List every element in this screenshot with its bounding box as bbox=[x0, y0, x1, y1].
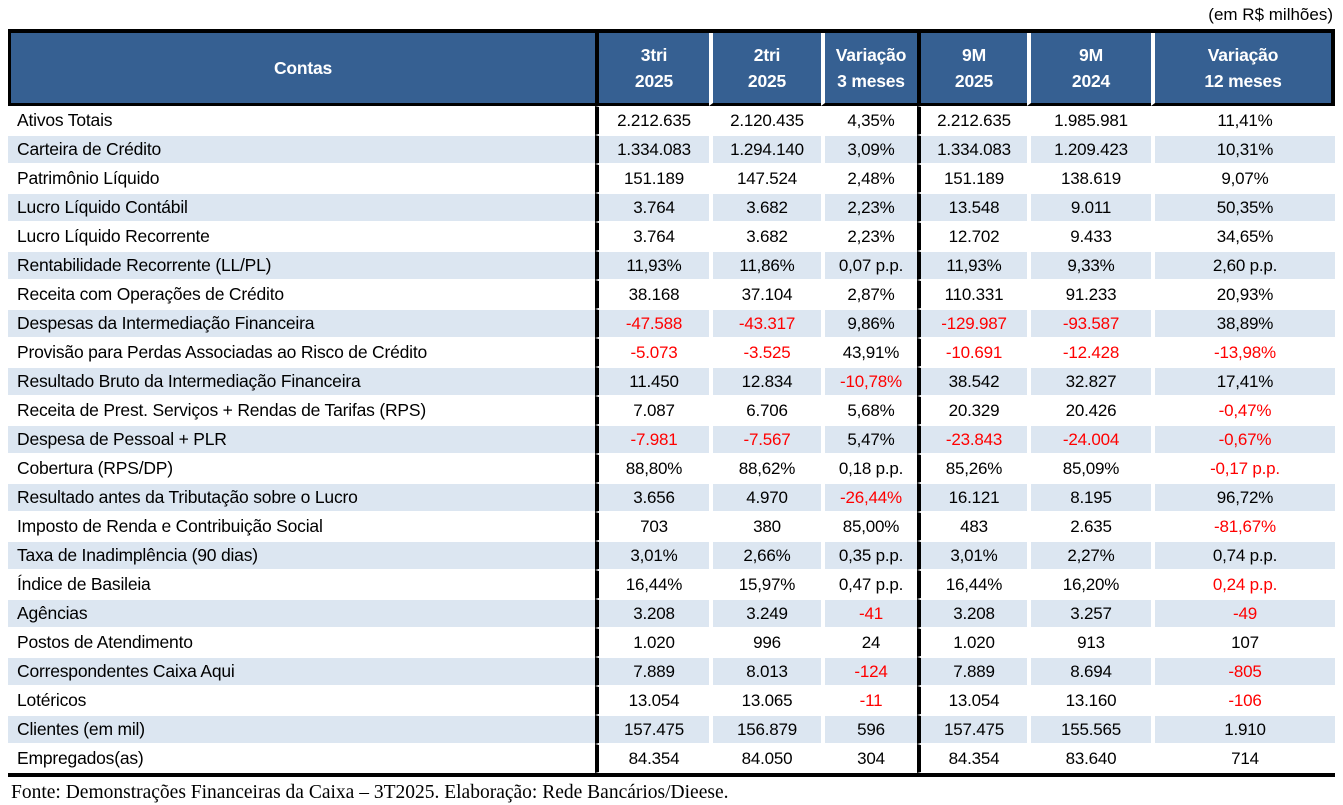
table-body bbox=[8, 106, 1335, 773]
cell-9m-2024: 91.233 bbox=[1027, 280, 1151, 309]
cell-9m-2024: 20.426 bbox=[1027, 396, 1151, 425]
cell-9m-2024: -12.428 bbox=[1027, 338, 1151, 367]
cell-9m-2025: 7.889 bbox=[917, 657, 1027, 686]
cell-variacao-3-meses: 304 bbox=[821, 744, 917, 773]
cell-3tri-2025: 3.764 bbox=[595, 193, 709, 222]
cell-variacao-12-meses: 107 bbox=[1151, 628, 1335, 657]
cell-2tri-2025: 2,66% bbox=[709, 541, 821, 570]
cell-3tri-2025: 11,93% bbox=[595, 251, 709, 280]
row-label: Despesas da Intermediação Financeira bbox=[8, 309, 595, 338]
cell-9m-2024: 32.827 bbox=[1027, 367, 1151, 396]
cell-variacao-3-meses: 4,35% bbox=[821, 106, 917, 135]
cell-3tri-2025: 2.212.635 bbox=[595, 106, 709, 135]
cell-9m-2025: 13.548 bbox=[917, 193, 1027, 222]
cell-variacao-12-meses: -49 bbox=[1151, 599, 1335, 628]
cell-2tri-2025: 380 bbox=[709, 512, 821, 541]
cell-9m-2025: 1.020 bbox=[917, 628, 1027, 657]
table-row bbox=[8, 222, 1335, 251]
cell-9m-2025: 151.189 bbox=[917, 164, 1027, 193]
cell-variacao-3-meses: 2,87% bbox=[821, 280, 917, 309]
cell-variacao-3-meses: 2,48% bbox=[821, 164, 917, 193]
table-row bbox=[8, 251, 1335, 280]
cell-9m-2024: 1.985.981 bbox=[1027, 106, 1151, 135]
cell-variacao-12-meses: 714 bbox=[1151, 744, 1335, 773]
cell-9m-2024: 3.257 bbox=[1027, 599, 1151, 628]
row-label: Ativos Totais bbox=[8, 106, 595, 135]
cell-9m-2025: 2.212.635 bbox=[917, 106, 1027, 135]
column-header-2tri-2025: 2tri 2025 bbox=[709, 33, 821, 106]
cell-3tri-2025: 7.889 bbox=[595, 657, 709, 686]
row-label: Lucro Líquido Recorrente bbox=[8, 222, 595, 251]
table-row bbox=[8, 599, 1335, 628]
row-label: Correspondentes Caixa Aqui bbox=[8, 657, 595, 686]
cell-9m-2025: 16,44% bbox=[917, 570, 1027, 599]
table-row bbox=[8, 454, 1335, 483]
cell-2tri-2025: -43.317 bbox=[709, 309, 821, 338]
column-header-9m-2024: 9M 2024 bbox=[1027, 33, 1151, 106]
cell-variacao-3-meses: 5,47% bbox=[821, 425, 917, 454]
table-row bbox=[8, 628, 1335, 657]
cell-variacao-3-meses: -10,78% bbox=[821, 367, 917, 396]
cell-variacao-3-meses: 0,07 p.p. bbox=[821, 251, 917, 280]
column-header-contas: Contas bbox=[8, 33, 595, 106]
cell-9m-2024: 85,09% bbox=[1027, 454, 1151, 483]
cell-3tri-2025: 157.475 bbox=[595, 715, 709, 744]
cell-3tri-2025: -5.073 bbox=[595, 338, 709, 367]
row-label: Clientes (em mil) bbox=[8, 715, 595, 744]
cell-variacao-3-meses: 0,35 p.p. bbox=[821, 541, 917, 570]
financial-results-table bbox=[8, 29, 1335, 777]
cell-2tri-2025: 37.104 bbox=[709, 280, 821, 309]
table-row bbox=[8, 425, 1335, 454]
row-label: Índice de Basileia bbox=[8, 570, 595, 599]
table-row bbox=[8, 657, 1335, 686]
cell-variacao-12-meses: 38,89% bbox=[1151, 309, 1335, 338]
table-row bbox=[8, 367, 1335, 396]
cell-9m-2024: 913 bbox=[1027, 628, 1151, 657]
cell-9m-2025: 85,26% bbox=[917, 454, 1027, 483]
cell-9m-2025: 16.121 bbox=[917, 483, 1027, 512]
column-header-variacao-12-meses: Variação 12 meses bbox=[1151, 33, 1335, 106]
table-row bbox=[8, 135, 1335, 164]
cell-3tri-2025: 88,80% bbox=[595, 454, 709, 483]
cell-2tri-2025: 4.970 bbox=[709, 483, 821, 512]
cell-9m-2024: 138.619 bbox=[1027, 164, 1151, 193]
cell-variacao-12-meses: -13,98% bbox=[1151, 338, 1335, 367]
cell-9m-2025: 11,93% bbox=[917, 251, 1027, 280]
cell-variacao-3-meses: 85,00% bbox=[821, 512, 917, 541]
cell-variacao-12-meses: -0,67% bbox=[1151, 425, 1335, 454]
cell-3tri-2025: 13.054 bbox=[595, 686, 709, 715]
cell-9m-2024: 83.640 bbox=[1027, 744, 1151, 773]
table-row bbox=[8, 744, 1335, 773]
cell-9m-2024: 8.694 bbox=[1027, 657, 1151, 686]
cell-variacao-12-meses: 2,60 p.p. bbox=[1151, 251, 1335, 280]
cell-3tri-2025: 11.450 bbox=[595, 367, 709, 396]
row-label: Despesa de Pessoal + PLR bbox=[8, 425, 595, 454]
table-row bbox=[8, 686, 1335, 715]
cell-3tri-2025: 1.334.083 bbox=[595, 135, 709, 164]
cell-9m-2025: -129.987 bbox=[917, 309, 1027, 338]
cell-9m-2024: 13.160 bbox=[1027, 686, 1151, 715]
cell-9m-2025: 84.354 bbox=[917, 744, 1027, 773]
cell-9m-2025: 20.329 bbox=[917, 396, 1027, 425]
cell-variacao-12-meses: 96,72% bbox=[1151, 483, 1335, 512]
cell-3tri-2025: 38.168 bbox=[595, 280, 709, 309]
table-row bbox=[8, 280, 1335, 309]
table-row bbox=[8, 483, 1335, 512]
row-label: Imposto de Renda e Contribuição Social bbox=[8, 512, 595, 541]
cell-2tri-2025: 11,86% bbox=[709, 251, 821, 280]
cell-variacao-12-meses: 50,35% bbox=[1151, 193, 1335, 222]
cell-variacao-12-meses: 20,93% bbox=[1151, 280, 1335, 309]
cell-variacao-3-meses: 43,91% bbox=[821, 338, 917, 367]
cell-2tri-2025: -7.567 bbox=[709, 425, 821, 454]
header-row bbox=[8, 33, 1335, 106]
cell-2tri-2025: 15,97% bbox=[709, 570, 821, 599]
cell-variacao-12-meses: 10,31% bbox=[1151, 135, 1335, 164]
cell-9m-2024: 8.195 bbox=[1027, 483, 1151, 512]
table-row bbox=[8, 338, 1335, 367]
cell-variacao-12-meses: 11,41% bbox=[1151, 106, 1335, 135]
cell-3tri-2025: 3.208 bbox=[595, 599, 709, 628]
cell-variacao-3-meses: -41 bbox=[821, 599, 917, 628]
cell-9m-2025: 483 bbox=[917, 512, 1027, 541]
cell-9m-2025: 110.331 bbox=[917, 280, 1027, 309]
row-label: Receita com Operações de Crédito bbox=[8, 280, 595, 309]
row-label: Resultado Bruto da Intermediação Financeira bbox=[8, 367, 595, 396]
table-row bbox=[8, 570, 1335, 599]
cell-9m-2025: 38.542 bbox=[917, 367, 1027, 396]
row-label: Cobertura (RPS/DP) bbox=[8, 454, 595, 483]
cell-2tri-2025: 156.879 bbox=[709, 715, 821, 744]
source-note: Fonte: Demonstrações Financeiras da Caixa – 3T2025. Elaboração: Rede Bancários/Dieese. bbox=[11, 782, 729, 803]
cell-9m-2025: 13.054 bbox=[917, 686, 1027, 715]
cell-3tri-2025: 703 bbox=[595, 512, 709, 541]
row-label: Provisão para Perdas Associadas ao Risco de Crédito bbox=[8, 338, 595, 367]
cell-variacao-3-meses: 3,09% bbox=[821, 135, 917, 164]
cell-variacao-12-meses: 17,41% bbox=[1151, 367, 1335, 396]
cell-variacao-3-meses: 596 bbox=[821, 715, 917, 744]
table-row bbox=[8, 541, 1335, 570]
cell-variacao-12-meses: 1.910 bbox=[1151, 715, 1335, 744]
row-label: Agências bbox=[8, 599, 595, 628]
cell-variacao-3-meses: 5,68% bbox=[821, 396, 917, 425]
cell-variacao-12-meses: -106 bbox=[1151, 686, 1335, 715]
cell-3tri-2025: 84.354 bbox=[595, 744, 709, 773]
row-label: Carteira de Crédito bbox=[8, 135, 595, 164]
cell-9m-2024: 9.433 bbox=[1027, 222, 1151, 251]
cell-2tri-2025: 88,62% bbox=[709, 454, 821, 483]
cell-2tri-2025: 12.834 bbox=[709, 367, 821, 396]
cell-2tri-2025: 147.524 bbox=[709, 164, 821, 193]
cell-3tri-2025: 3,01% bbox=[595, 541, 709, 570]
cell-2tri-2025: 6.706 bbox=[709, 396, 821, 425]
cell-9m-2025: 157.475 bbox=[917, 715, 1027, 744]
unit-label: (em R$ milhões) bbox=[1208, 5, 1333, 24]
row-label: Lotéricos bbox=[8, 686, 595, 715]
cell-2tri-2025: 996 bbox=[709, 628, 821, 657]
column-header-variacao-3-meses: Variação 3 meses bbox=[821, 33, 917, 106]
table-row bbox=[8, 396, 1335, 425]
cell-variacao-12-meses: -81,67% bbox=[1151, 512, 1335, 541]
cell-9m-2024: -24.004 bbox=[1027, 425, 1151, 454]
cell-3tri-2025: 16,44% bbox=[595, 570, 709, 599]
cell-9m-2024: 9,33% bbox=[1027, 251, 1151, 280]
cell-variacao-3-meses: 9,86% bbox=[821, 309, 917, 338]
cell-9m-2024: 2,27% bbox=[1027, 541, 1151, 570]
cell-2tri-2025: 3.682 bbox=[709, 193, 821, 222]
cell-2tri-2025: 13.065 bbox=[709, 686, 821, 715]
cell-9m-2024: 1.209.423 bbox=[1027, 135, 1151, 164]
cell-variacao-12-meses: 9,07% bbox=[1151, 164, 1335, 193]
cell-variacao-3-meses: -26,44% bbox=[821, 483, 917, 512]
row-label: Patrimônio Líquido bbox=[8, 164, 595, 193]
cell-9m-2024: 16,20% bbox=[1027, 570, 1151, 599]
cell-3tri-2025: 151.189 bbox=[595, 164, 709, 193]
cell-variacao-3-meses: 24 bbox=[821, 628, 917, 657]
cell-variacao-3-meses: 0,18 p.p. bbox=[821, 454, 917, 483]
cell-variacao-12-meses: 0,74 p.p. bbox=[1151, 541, 1335, 570]
table-row bbox=[8, 193, 1335, 222]
cell-2tri-2025: -3.525 bbox=[709, 338, 821, 367]
cell-variacao-12-meses: -805 bbox=[1151, 657, 1335, 686]
cell-9m-2024: 2.635 bbox=[1027, 512, 1151, 541]
cell-9m-2024: -93.587 bbox=[1027, 309, 1151, 338]
cell-variacao-3-meses: -124 bbox=[821, 657, 917, 686]
row-label: Postos de Atendimento bbox=[8, 628, 595, 657]
cell-variacao-3-meses: -11 bbox=[821, 686, 917, 715]
cell-2tri-2025: 3.682 bbox=[709, 222, 821, 251]
cell-9m-2025: 1.334.083 bbox=[917, 135, 1027, 164]
cell-9m-2025: 3,01% bbox=[917, 541, 1027, 570]
cell-variacao-12-meses: 34,65% bbox=[1151, 222, 1335, 251]
column-header-9m-2025: 9M 2025 bbox=[917, 33, 1027, 106]
cell-2tri-2025: 2.120.435 bbox=[709, 106, 821, 135]
cell-9m-2024: 155.565 bbox=[1027, 715, 1151, 744]
cell-variacao-3-meses: 2,23% bbox=[821, 193, 917, 222]
cell-variacao-12-meses: 0,24 p.p. bbox=[1151, 570, 1335, 599]
row-label: Resultado antes da Tributação sobre o Lucro bbox=[8, 483, 595, 512]
row-label: Taxa de Inadimplência (90 dias) bbox=[8, 541, 595, 570]
table-row bbox=[8, 106, 1335, 135]
cell-2tri-2025: 8.013 bbox=[709, 657, 821, 686]
cell-variacao-12-meses: -0,47% bbox=[1151, 396, 1335, 425]
cell-9m-2025: -23.843 bbox=[917, 425, 1027, 454]
cell-3tri-2025: -7.981 bbox=[595, 425, 709, 454]
cell-3tri-2025: 1.020 bbox=[595, 628, 709, 657]
table-row bbox=[8, 512, 1335, 541]
cell-2tri-2025: 1.294.140 bbox=[709, 135, 821, 164]
row-label: Rentabilidade Recorrente (LL/PL) bbox=[8, 251, 595, 280]
cell-3tri-2025: -47.588 bbox=[595, 309, 709, 338]
row-label: Receita de Prest. Serviços + Rendas de Tarifas (RPS) bbox=[8, 396, 595, 425]
cell-3tri-2025: 3.764 bbox=[595, 222, 709, 251]
table-row bbox=[8, 715, 1335, 744]
cell-2tri-2025: 3.249 bbox=[709, 599, 821, 628]
column-header-3tri-2025: 3tri 2025 bbox=[595, 33, 709, 106]
row-label: Empregados(as) bbox=[8, 744, 595, 773]
cell-3tri-2025: 7.087 bbox=[595, 396, 709, 425]
table-row bbox=[8, 164, 1335, 193]
cell-3tri-2025: 3.656 bbox=[595, 483, 709, 512]
cell-variacao-12-meses: -0,17 p.p. bbox=[1151, 454, 1335, 483]
cell-variacao-3-meses: 2,23% bbox=[821, 222, 917, 251]
cell-9m-2025: -10.691 bbox=[917, 338, 1027, 367]
cell-variacao-3-meses: 0,47 p.p. bbox=[821, 570, 917, 599]
table-row bbox=[8, 309, 1335, 338]
cell-2tri-2025: 84.050 bbox=[709, 744, 821, 773]
cell-9m-2025: 3.208 bbox=[917, 599, 1027, 628]
row-label: Lucro Líquido Contábil bbox=[8, 193, 595, 222]
cell-9m-2024: 9.011 bbox=[1027, 193, 1151, 222]
cell-9m-2025: 12.702 bbox=[917, 222, 1027, 251]
